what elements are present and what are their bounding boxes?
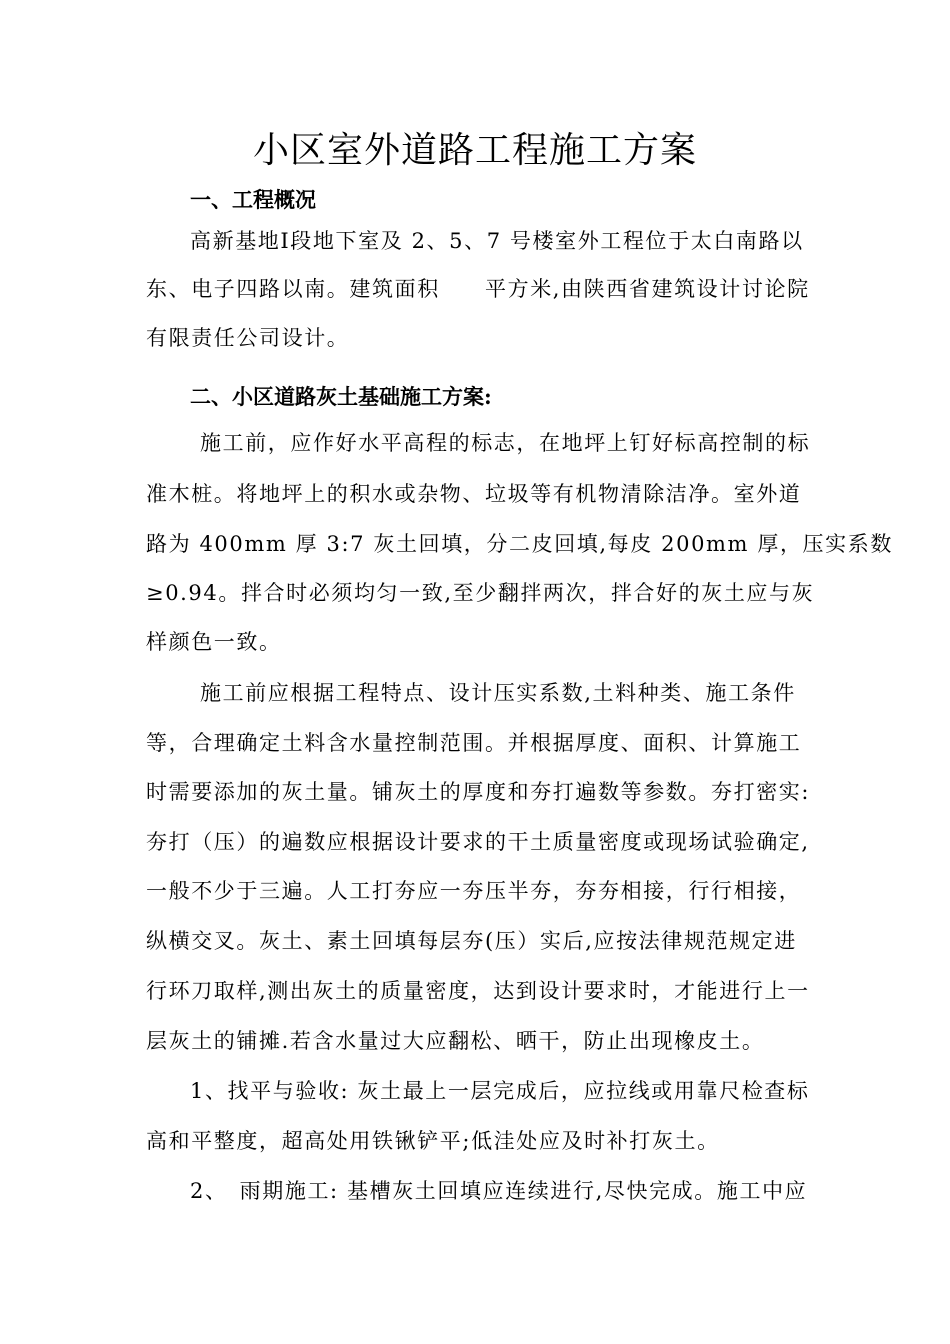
paragraph-line: 准木桩。将地坪上的积水或杂物、垃圾等有机物清除洁净。室外道 [146,482,802,506]
paragraph-line: 等，合理确定土料含水量控制范围。并根据厚度、面积、计算施工 [146,731,802,755]
paragraph-line: 高新基地Ⅰ段地下室及 2、5、7 号楼室外工程位于太白南路以 [190,229,804,253]
document-title: 小区室外道路工程施工方案 [252,130,697,171]
paragraph-line: 层灰土的铺摊.若含水量过大应翻松、晒干，防止出现橡皮土。 [146,1029,765,1053]
paragraph-line: 东、电子四路以南。建筑面积 平方米,由陕西省建筑设计讨论院 [146,277,810,301]
section-heading-overview: 一、工程概况 [190,187,316,212]
paragraph-line: ≥0.94。拌合时必须均匀一致,至少翻拌两次，拌合好的灰土应与灰 [146,581,815,605]
list-item-line: 1、找平与验收: 灰土最上一层完成后，应拉线或用靠尺检查标 [190,1079,810,1103]
paragraph-line: 样颜色一致。 [146,630,282,654]
list-item-line: 2、 雨期施工: 基槽灰土回填应连续进行,尽快完成。施工中应 [190,1179,808,1203]
paragraph-line: 时需要添加的灰土量。铺灰土的厚度和夯打遍数等参数。夯打密实: [146,780,811,804]
paragraph-line: 施工前，应作好水平高程的标志，在地坪上钉好标高控制的标 [200,431,811,455]
paragraph-line: 纵横交叉。灰土、素土回填每层夯(压）实后,应按法律规范规定进 [146,929,797,953]
paragraph-line: 夯打（压）的遍数应根据设计要求的干土质量密度或现场试验确定, [146,830,810,854]
paragraph-line: 有限责任公司设计。 [146,326,350,350]
paragraph-line: 行环刀取样,测出灰土的质量密度，达到设计要求时，才能进行上一 [146,979,810,1003]
list-item-line: 高和平整度，超高处用铁锹铲平;低洼处应及时补打灰土。 [146,1129,720,1153]
paragraph-line: 施工前应根据工程特点、设计压实系数,土料种类、施工条件 [200,681,796,705]
paragraph-line: 路为 400mm 厚 3:7 灰土回填，分二皮回填,每皮 200mm 厚，压实系数 [146,532,893,556]
paragraph-line: 一般不少于三遍。人工打夯应一夯压半夯，夯夯相接，行行相接， [146,879,802,903]
section-heading-lime-soil: 二、小区道路灰土基础施工方案: [190,384,492,409]
